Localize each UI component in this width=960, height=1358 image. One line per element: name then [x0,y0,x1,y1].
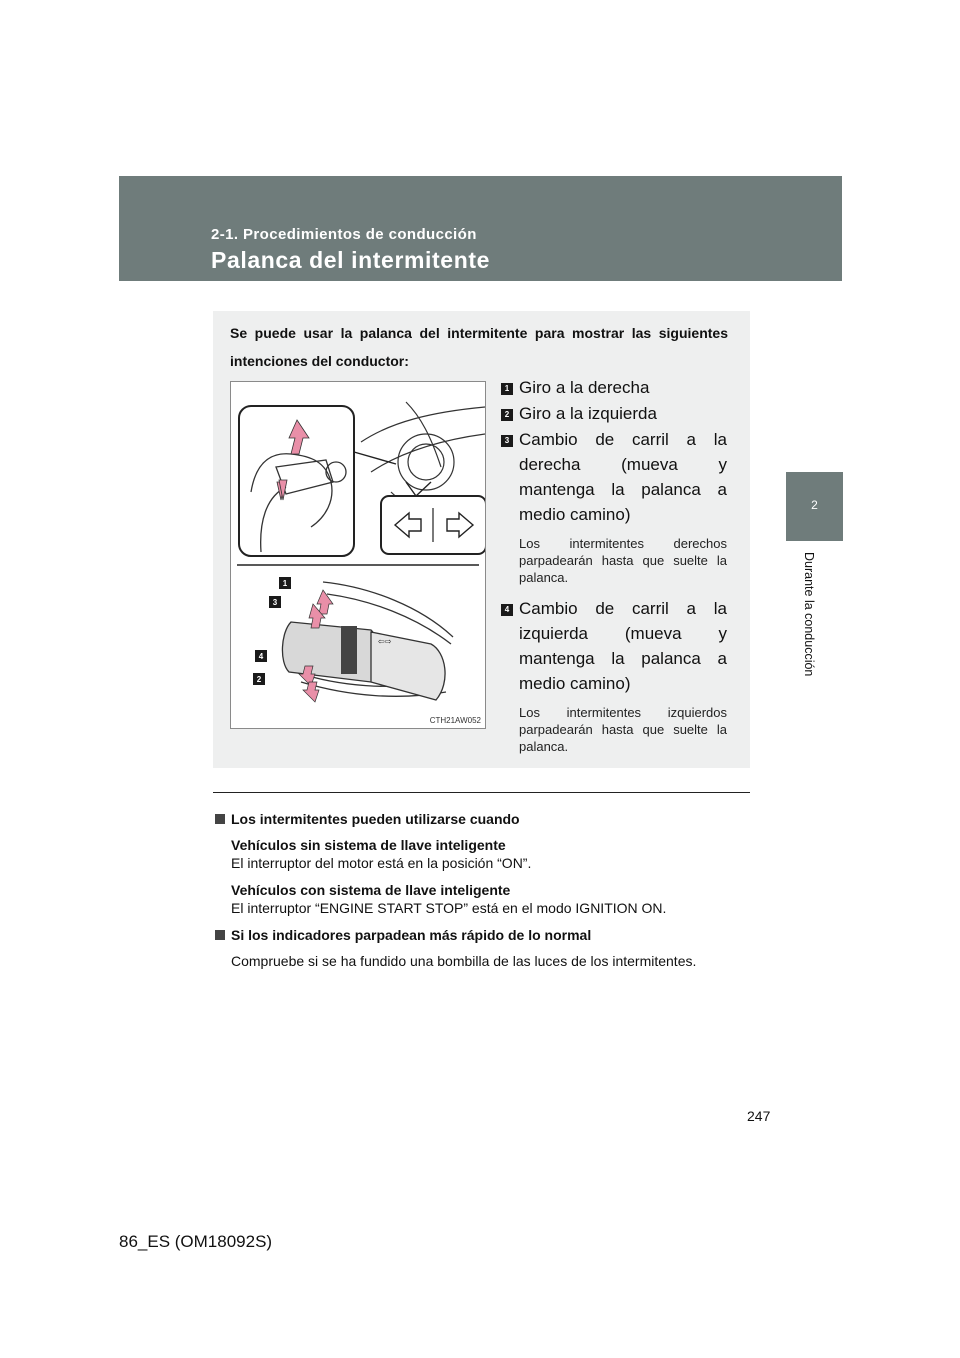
lever-illustration [230,381,486,729]
svg-text:⇦⇨: ⇦⇨ [378,637,392,646]
note-subheading: Vehículos sin sistema de llave inteligente [231,837,506,853]
legend-item [501,596,727,696]
intro-text: Se puede usar la palanca del intermitente para mostrar las siguientes intenciones del conductor: [230,325,728,369]
number-badge: 2 [501,409,513,421]
callout-2: 2 [256,675,262,684]
document-code: 86_ES (OM18092S) [119,1232,273,1251]
legend-note: Los intermitentes izquierdos parpadearán hasta que suelte la palanca. [519,705,727,754]
callout-3: 3 [272,598,278,607]
callout-4: 4 [258,652,264,661]
number-badge: 4 [501,604,513,616]
note-heading [213,926,773,944]
note-text: Compruebe si se ha fundido una bombilla de las luces de los intermitentes. [231,953,697,969]
square-bullet-icon [215,930,225,940]
note-text: El interruptor “ENGINE START STOP” está en el modo IGNITION ON. [231,900,667,916]
chapter-tab [786,472,843,541]
note-heading-text: Los intermitentes pueden utilizarse cuando [231,811,520,827]
square-bullet-icon [215,814,225,824]
legend-text: Cambio de carril a la derecha (mueva y mantenga la palanca a medio camino) [519,430,727,524]
note-body [213,836,773,872]
legend-text: Giro a la derecha [519,378,650,397]
page-title: Palanca del intermitente [211,247,490,273]
note-heading [213,810,773,828]
section-title: 2-1. Procedimientos de conducción [211,226,477,243]
section-divider [213,792,750,793]
chapter-number: 2 [811,498,818,512]
intro-box [213,311,750,768]
number-badge: 1 [501,383,513,395]
note-body [213,952,773,970]
callout-1: 1 [282,579,288,588]
page-number: 247 [747,1108,771,1124]
legend-list [501,375,727,765]
legend-item [501,401,727,426]
chapter-header [119,176,842,281]
legend-item [501,427,727,527]
legend-item [501,375,727,400]
chapter-label: Durante la conducción [802,552,816,677]
legend-note: Los intermitentes derechos parpadearán hasta que suelte la palanca. [519,536,727,585]
legend-text: Giro a la izquierda [519,404,657,423]
figure-code: CTH21AW052 [429,716,481,725]
note-text: El interruptor del motor está en la posición “ON”. [231,855,532,871]
legend-text: Cambio de carril a la izquierda (mueva y mantenga la palanca a medio camino) [519,599,727,693]
note-body [213,881,773,917]
notes-section [213,810,773,979]
note-subheading: Vehículos con sistema de llave inteligente [231,882,511,898]
lever-diagram [231,382,485,728]
number-badge: 3 [501,435,513,447]
note-heading-text: Si los indicadores parpadean más rápido de lo normal [231,927,592,943]
